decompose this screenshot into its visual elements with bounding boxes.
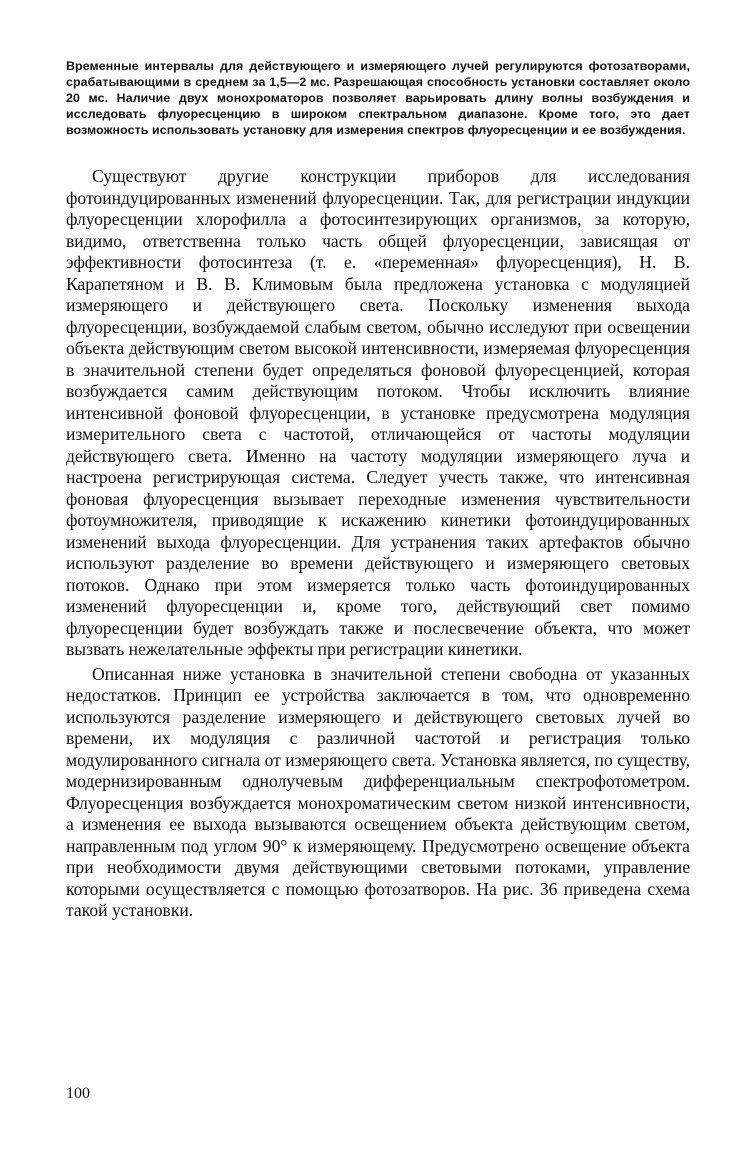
- page-content: [66, 58, 690, 922]
- paragraph-2: Описанная ниже установка в значительной степени свободна от указанных недостатков. Принцип ее устройства заключается в том, что одновременно используются разделение измеряющего и действующего световых лучей во времени, их модуляция с различной частотой и регистрация только модулированного сигнала от измеряющего света. Установка является, по существу, модернизированным однолучевым дифференциальным спектрофотометром. Флуоресценция возбуждается монохроматическим светом низкой интенсивности, а изменения ее выхода вызываются освещением объекта действующим светом, направленным под углом 90° к измеряющему. Предусмотрено освещение объекта при необходимости двумя действующими световыми потоками, управление которыми осуществляется с помощью фотозатворов. На рис. 36 приведена схема такой установки.: [66, 663, 690, 920]
- figure-caption: Временные интервалы для действующего и измеряющего лучей регулируются фотозатворами, срабатывающими в среднем за 1,5—2 мс. Разрешающая способность установки составляет около 20 мс. Наличие двух монохроматоров позволяет варьировать длину волны возбуждения и исследовать флуоресценцию в широком спектральном диапазоне. Кроме того, это дает возможность использовать установку для измерения спектров флуоресценции и ее возбуждения.: [66, 59, 690, 137]
- paragraph-1: Существуют другие конструкции приборов для исследования фотоиндуцированных изменений флуоресценции. Так, для регистрации индукции флуоресценции хлорофилла a фотосинтезирующих организмов, за которую, видимо, ответственна только часть общей флуоресценции, зависящая от эффективности фотосинтеза (т. е. «переменная» флуоресценция), Н. В. Карапетяном и В. В. Климовым была предложена установка с модуляцией измеряющего и действующего света. Поскольку изменения выхода флуоресценции, возбуждаемой слабым светом, обычно исследуют при освещении объекта действующим светом высокой интенсивности, измеряемая флуоресценция в значительной степени будет определяться фоновой флуоресценцией, которая возбуждается самим действующим потоком. Чтобы исключить влияние интенсивной фоновой флуоресценции, в установке предусмотрена модуляция измерительного света с частотой, отличающейся от частоты модуляции действующего света. Именно на частоту модуляции измеряющего луча и настроена регистрирующая система. Следует учесть также, что интенсивная фоновая флуоресценция вызывает переходные изменения чувствительности фотоумножителя, приводящие к искажению кинетики фотоиндуцированных изменений выхода флуоресценции. Для устранения таких артефактов обычно используют разделение во времени действующего и измеряющего световых потоков. Однако при этом измеряется только часть фотоиндуцированных изменений флуоресценции и, кроме того, действующий свет помимо флуоресценции будет возбуждать также и послесвечение объекта, что может вызвать нежелательные эффекты при регистрации кинетики.: [66, 166, 690, 659]
- page-number: 100: [66, 1085, 90, 1102]
